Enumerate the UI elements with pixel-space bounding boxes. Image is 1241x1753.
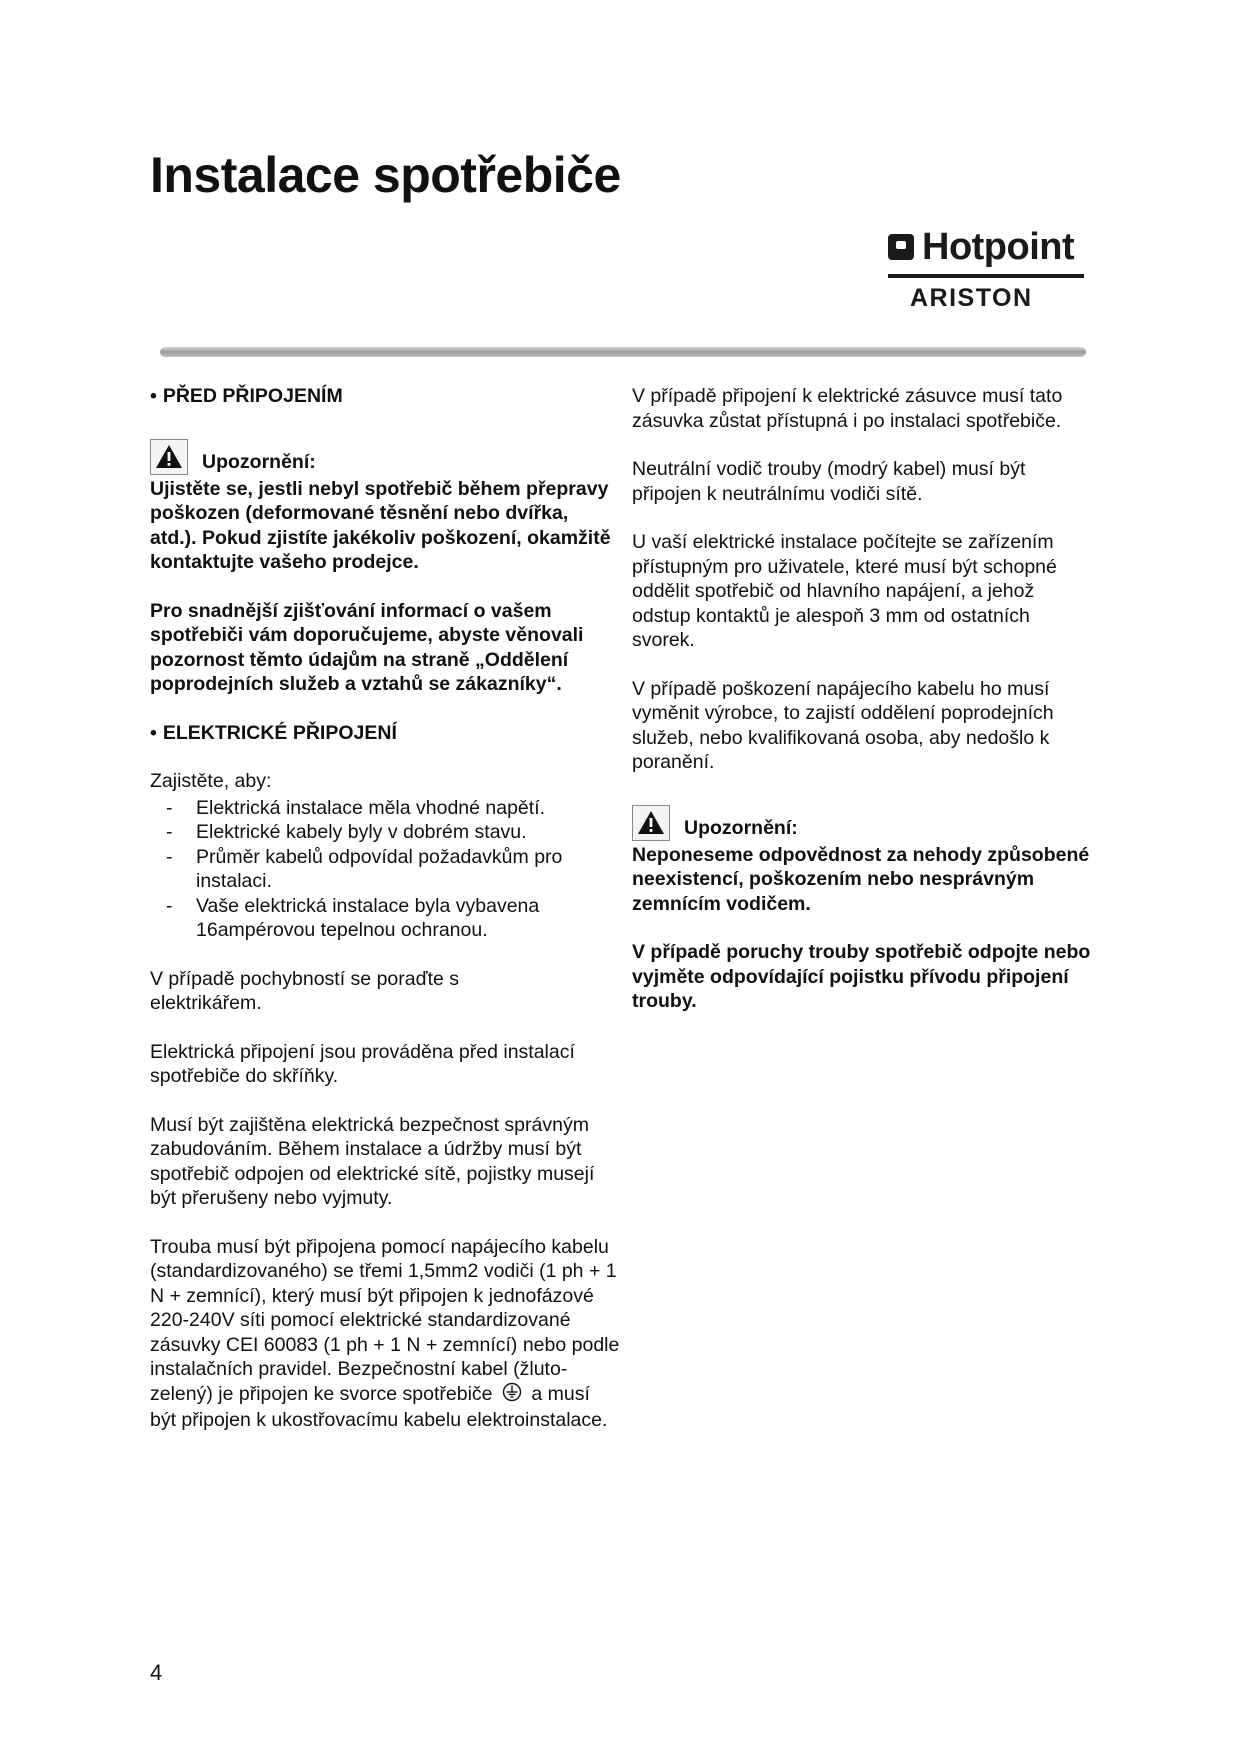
warning-triangle-icon xyxy=(150,439,188,475)
bullet: • xyxy=(150,385,157,407)
page-number: 4 xyxy=(150,1660,163,1685)
paragraph-doubt: V případě pochybností se poraďte s elektrikářem. xyxy=(150,967,460,1014)
logo-brand: Hotpoint xyxy=(922,226,1075,268)
cable-text-b: a musí být připojen k ukostřovacímu kabelu elektroinstalace. xyxy=(150,1382,608,1431)
cable-text-a: Trouba musí být připojena pomocí napájecího kabelu (standardizovaného) se třemi 1,5mm2 vodiči (1 ph + 1 N + zemnící), který musí být připojen k jednofázové 220-240V síti pomocí elektrické standardizované zásuvky CEI 60083 (1 ph + 1 N + zemnící) nebo podle instalačních pravidel. Bezpečnostní kabel (žluto-zelený) je připojen ke svorce spotřebiče xyxy=(150,1235,620,1405)
warning-title: Upozornění: xyxy=(202,451,316,473)
right-column xyxy=(632,384,1092,1038)
logo-sub: ARISTON xyxy=(910,284,1033,312)
checklist xyxy=(150,796,620,943)
warning-block xyxy=(632,805,1092,917)
bullet: • xyxy=(150,721,157,744)
fault-paragraph: V případě poruchy trouby spotřebič odpojte nebo vyjměte odpovídající pojistku přívodu připojení trouby. xyxy=(632,941,1091,1012)
list-item: - Elektrická instalace měla vhodné napětí. xyxy=(150,796,620,821)
warning-block xyxy=(150,439,620,575)
ground-terminal-icon xyxy=(502,1382,522,1409)
paragraph-before-install: Elektrická připojení jsou prováděna před instalací spotřebiče do skříňky. xyxy=(150,1040,575,1087)
list-item: - Elektrické kabely byly v dobrém stavu. xyxy=(150,820,620,845)
hotpoint-logo-icon xyxy=(888,234,914,260)
section-heading-electrical: • ELEKTRICKÉ PŘIPOJENÍ xyxy=(150,721,397,744)
warning-triangle-icon xyxy=(632,805,670,841)
list-item: - Průměr kabelů odpovídal požadavkům pro instalaci. xyxy=(150,845,620,894)
warning-header xyxy=(632,805,1092,841)
paragraph-neutral: Neutrální vodič trouby (modrý kabel) musí být připojen k neutrálnímu vodiči sítě. xyxy=(632,458,1026,505)
checklist-intro: Zajistěte, aby: xyxy=(150,770,272,792)
warning-text: Ujistěte se, jestli nebyl spotřebič během přepravy poškozen (deformované těsnění nebo dvířka, atd.). Pokud zjistíte jakékoliv poškození, okamžitě kontaktujte vašeho prodejce. xyxy=(150,477,611,573)
info-paragraph: Pro snadnější zjišťování informací o vašem spotřebiči vám doporučujeme, abyste věnovali pozornost těmto údajům na straně „Oddělení poprodejních služeb a vztahů se zákazníky“. xyxy=(150,599,584,695)
header-divider xyxy=(160,347,1086,357)
page-title: Instalace spotřebiče xyxy=(150,147,621,203)
warning-header xyxy=(150,439,620,475)
paragraph-socket: V případě připojení k elektrické zásuvce musí tato zásuvka zůstat přístupná i po instalaci spotřebiče. xyxy=(632,385,1063,432)
brand-logo xyxy=(888,226,1088,312)
paragraph-safety: Musí být zajištěna elektrická bezpečnost správným zabudováním. Během instalace a údržby musí být spotřebič odpojen od elektrické sítě, pojistky musejí být přerušeny nebo vyjmuty. xyxy=(150,1113,595,1209)
section-heading-before-connection: • PŘED PŘIPOJENÍM xyxy=(150,385,343,407)
warning-text: Neponeseme odpovědnost za nehody způsobené neexistencí, poškozením nebo nesprávným zemnícím vodičem. xyxy=(632,843,1090,915)
list-item: - Vaše elektrická instalace byla vybavena 16ampérovou tepelnou ochranou. xyxy=(150,894,620,943)
paragraph-cable xyxy=(150,1235,620,1433)
left-column xyxy=(150,384,620,1457)
logo-rule xyxy=(888,274,1084,278)
paragraph-disconnect: U vaší elektrické instalace počítejte se zařízením přístupným pro uživatele, které musí být schopné oddělit spotřebič od hlavního napájení, a jehož odstup kontaktů je alespoň 3 mm od ostatních svorek. xyxy=(632,531,1057,651)
warning-title: Upozornění: xyxy=(684,817,798,839)
paragraph-damaged-cable: V případě poškození napájecího kabelu ho musí vyměnit výrobce, to zajistí oddělení poprodejních služeb, nebo kvalifikovaná osoba, aby nedošlo k poranění. xyxy=(632,677,1054,773)
